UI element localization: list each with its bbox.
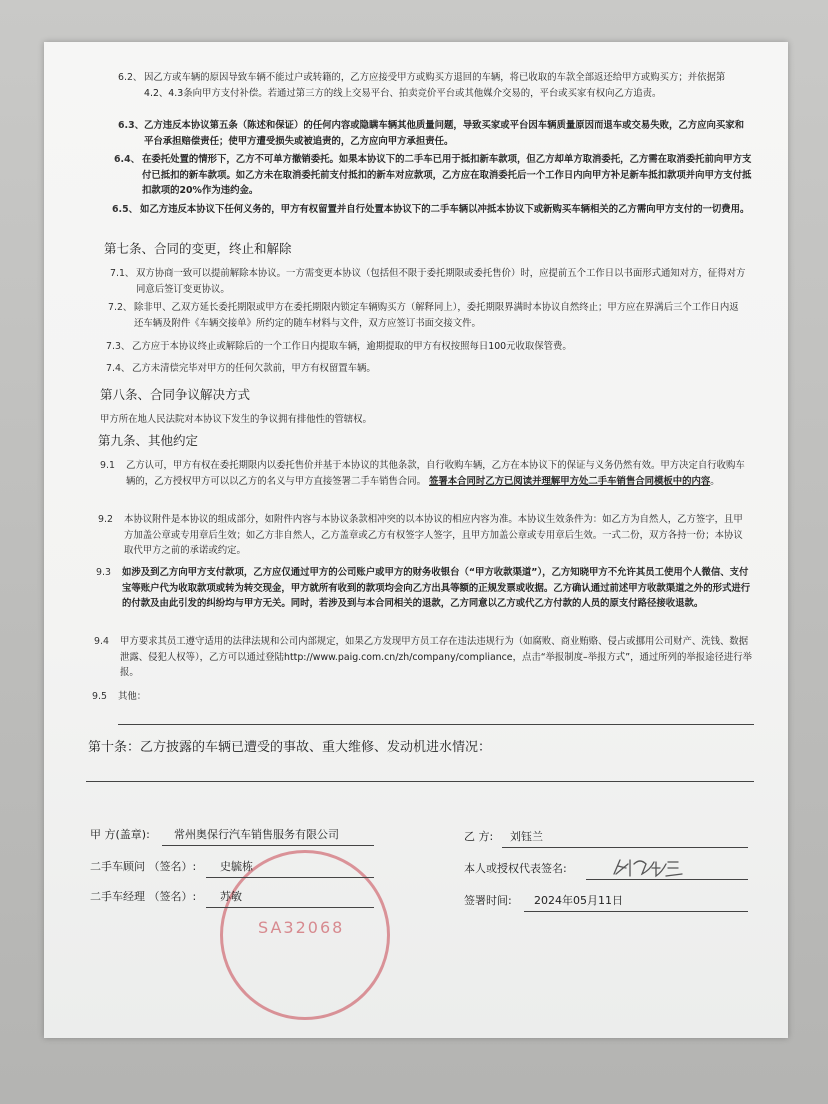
clause-7-1-num: 7.1、 <box>110 268 135 279</box>
clause-7-2-text: 除非甲、乙双方延长委托期限或甲方在委托期限内锁定车辆购买方（解释同上），委托期限界满时本协议自然终止；甲方应在界满后三个工作日内返还车辆及附件《车辆交接单》所约定的随车材料与文件，双方应签订书面交接文件。 <box>134 302 739 329</box>
clause-6-3-text: 乙方违反本协议第五条（陈述和保证）的任何内容或隐瞒车辆其他质量问题，导致买家或平台因车辆质量原因而退车或交易失败，乙方应向买家和平台承担赔偿责任；使甲方遭受损失或被追责的，乙方应向甲方承担责任。 <box>144 120 745 147</box>
party-b-label: 乙 方: <box>464 830 494 843</box>
party-b-value: 刘钰兰 <box>510 830 543 843</box>
clause-6-2-num: 6.2、 <box>118 72 143 83</box>
section-8-text: 甲方所在地人民法院对本协议下发生的争议拥有排他性的管辖权。 <box>100 414 372 425</box>
advisor-line <box>206 877 374 878</box>
handwritten-signature <box>610 854 684 880</box>
other-terms-line <box>118 724 754 725</box>
clause-9-3-text: 如涉及到乙方向甲方支付款项，乙方应仅通过甲方的公司账户或甲方的财务收银台（“甲方收款渠道”），乙方知晓甲方不允许其员工使用个人微信、支付宝等账户代为收取款项或转为转交现金，甲方就所有收到的款项均会向乙方出具等额的正规发票或收据。乙方确认通过前述甲方收款渠道之外的形式进行的付款及由此引发的纠纷均与甲方无关。同时，若涉及到与本合同相关的退款，乙方同意以乙方或代乙方付款的人员的原支付路径接收退款。 <box>122 567 751 609</box>
advisor-label: 二手车顾问 （签名）: <box>90 860 197 873</box>
clause-9-2-num: 9.2 <box>98 514 113 525</box>
clause-9-5-num: 9.5 <box>92 691 107 702</box>
clause-6-5-text: 如乙方违反本协议下任何义务的，甲方有权留置并自行处置本协议下的二手车辆以冲抵本协议下或新购买车辆相关的乙方需向甲方支付的一切费用。 <box>140 204 750 215</box>
rep-signature-label: 本人或授权代表签名: <box>464 862 567 875</box>
manager-label: 二手车经理 （签名）: <box>90 890 197 903</box>
section-8-title: 第八条、合同争议解决方式 <box>100 387 251 402</box>
clause-9-3-num: 9.3 <box>96 567 111 578</box>
section-7-title: 第七条、合同的变更，终止和解除 <box>104 241 292 256</box>
clause-9-4-text: 甲方要求其员工遵守适用的法律法规和公司内部规定，如果乙方发现甲方员工存在违法违规行为（如腐败、商业贿赂、侵占或挪用公司财产、洗钱、数据泄露、侵犯人权等），乙方可以通过登陆http://www.paig.com.cn/zh/company/compliance，点击“举报制度–举报方式”，通过所列的举报途径进行举报。 <box>120 636 752 678</box>
clause-9-1-emphasis: 签署本合同时乙方已阅读并理解甲方处二手车销售合同模板中的内容 <box>429 475 711 487</box>
clause-9-5-label: 其他： <box>118 691 147 702</box>
clause-7-4-num: 7.4、 <box>106 363 131 374</box>
party-a-value: 常州奥保行汽车销售服务有限公司 <box>174 828 339 841</box>
clause-6-4-num: 6.4、 <box>114 154 140 165</box>
clause-7-4-text: 乙方未清偿完毕对甲方的任何欠款前，甲方有权留置车辆。 <box>132 363 376 374</box>
clause-6-3-num: 6.3、 <box>118 120 144 131</box>
clause-9-1-body: 乙方认可，甲方有权在委托期限内以委托售价并基于本协议的其他条款，自行收购车辆，乙方在本协议下的保证与义务仍然有效。甲方决定自行收购车辆的，乙方授权甲方可以以乙方的名义与甲方直接签署二手车销售合同。 <box>126 460 745 487</box>
section-10-title: 第十条：乙方披露的车辆已遭受的事故、重大维修、发动机进水情况： <box>88 740 492 755</box>
section-10-line <box>86 781 754 782</box>
party-a-label: 甲 方(盖章): <box>90 828 150 841</box>
party-a-line <box>162 845 374 846</box>
clause-9-4-num: 9.4 <box>94 636 109 647</box>
manager-line <box>206 907 374 908</box>
advisor-value: 史毓栋 <box>220 860 253 873</box>
manager-value: 苏敏 <box>220 890 242 903</box>
rep-signature-line <box>586 879 748 880</box>
clause-7-3-text: 乙方应于本协议终止或解除后的一个工作日内提取车辆，逾期提取的甲方有权按照每日100元收取保管费。 <box>132 341 572 352</box>
clause-6-2-text: 因乙方或车辆的原因导致车辆不能过户或转籍的，乙方应接受甲方或购买方退回的车辆，将已收取的车款全部返还给甲方或购买方；并依据第4.2、4.3条向甲方支付补偿。若通过第三方的线上交易平台、拍卖竞价平台或其他媒介交易的，平台或买家有权向乙方追责。 <box>144 72 726 99</box>
section-9-title: 第九条、其他约定 <box>98 433 199 448</box>
clause-6-5-num: 6.5、 <box>112 204 138 215</box>
clause-7-2-num: 7.2、 <box>108 302 133 313</box>
party-b-line <box>502 847 748 848</box>
date-value: 2024年05月11日 <box>534 894 623 907</box>
seal-code: SA32068 <box>258 918 345 937</box>
date-label: 签署时间: <box>464 894 512 907</box>
clause-9-1-text: 乙方认可，甲方有权在委托期限内以委托售价并基于本协议的其他条款，自行收购车辆，乙方在本协议下的保证与义务仍然有效。甲方决定自行收购车辆的，乙方授权甲方可以以乙方的名义与甲方直接签署二手车销售合同。 签署本合同时乙方已阅读并理解甲方处二手车销售合同模板中的内容。 <box>126 460 745 487</box>
clause-7-1-text: 双方协商一致可以提前解除本协议。一方需变更本协议（包括但不限于委托期限或委托售价）时，应提前五个工作日以书面形式通知对方，征得对方同意后签订变更协议。 <box>136 268 746 295</box>
clause-6-4-text: 在委托处置的情形下，乙方不可单方撤销委托。如果本协议下的二手车已用于抵扣新车款项，但乙方却单方取消委托，乙方需在取消委托前向甲方支付已抵扣的新车款项。如乙方未在取消委托前支付抵扣的新车对应款项，乙方应在取消委托后一个工作日内向甲方补足新车抵扣款项并向甲方支付抵扣款项的20%作为违约金。 <box>142 154 752 196</box>
date-line <box>524 911 748 912</box>
clause-7-3-num: 7.3、 <box>106 341 131 352</box>
clause-9-1-num: 9.1 <box>100 460 115 471</box>
clause-9-2-text: 本协议附件是本协议的组成部分，如附件内容与本协议条款相冲突的以本协议的相应内容为准。本协议生效条件为：如乙方为自然人，乙方签字，且甲方加盖公章或专用章后生效；如乙方非自然人，乙方盖章或乙方有权签字人签字，且甲方加盖公章或专用章后生效。一式二份，双方各持一份；本协议取代甲方之前的承诺或约定。 <box>124 514 743 556</box>
document-page <box>44 42 788 1038</box>
